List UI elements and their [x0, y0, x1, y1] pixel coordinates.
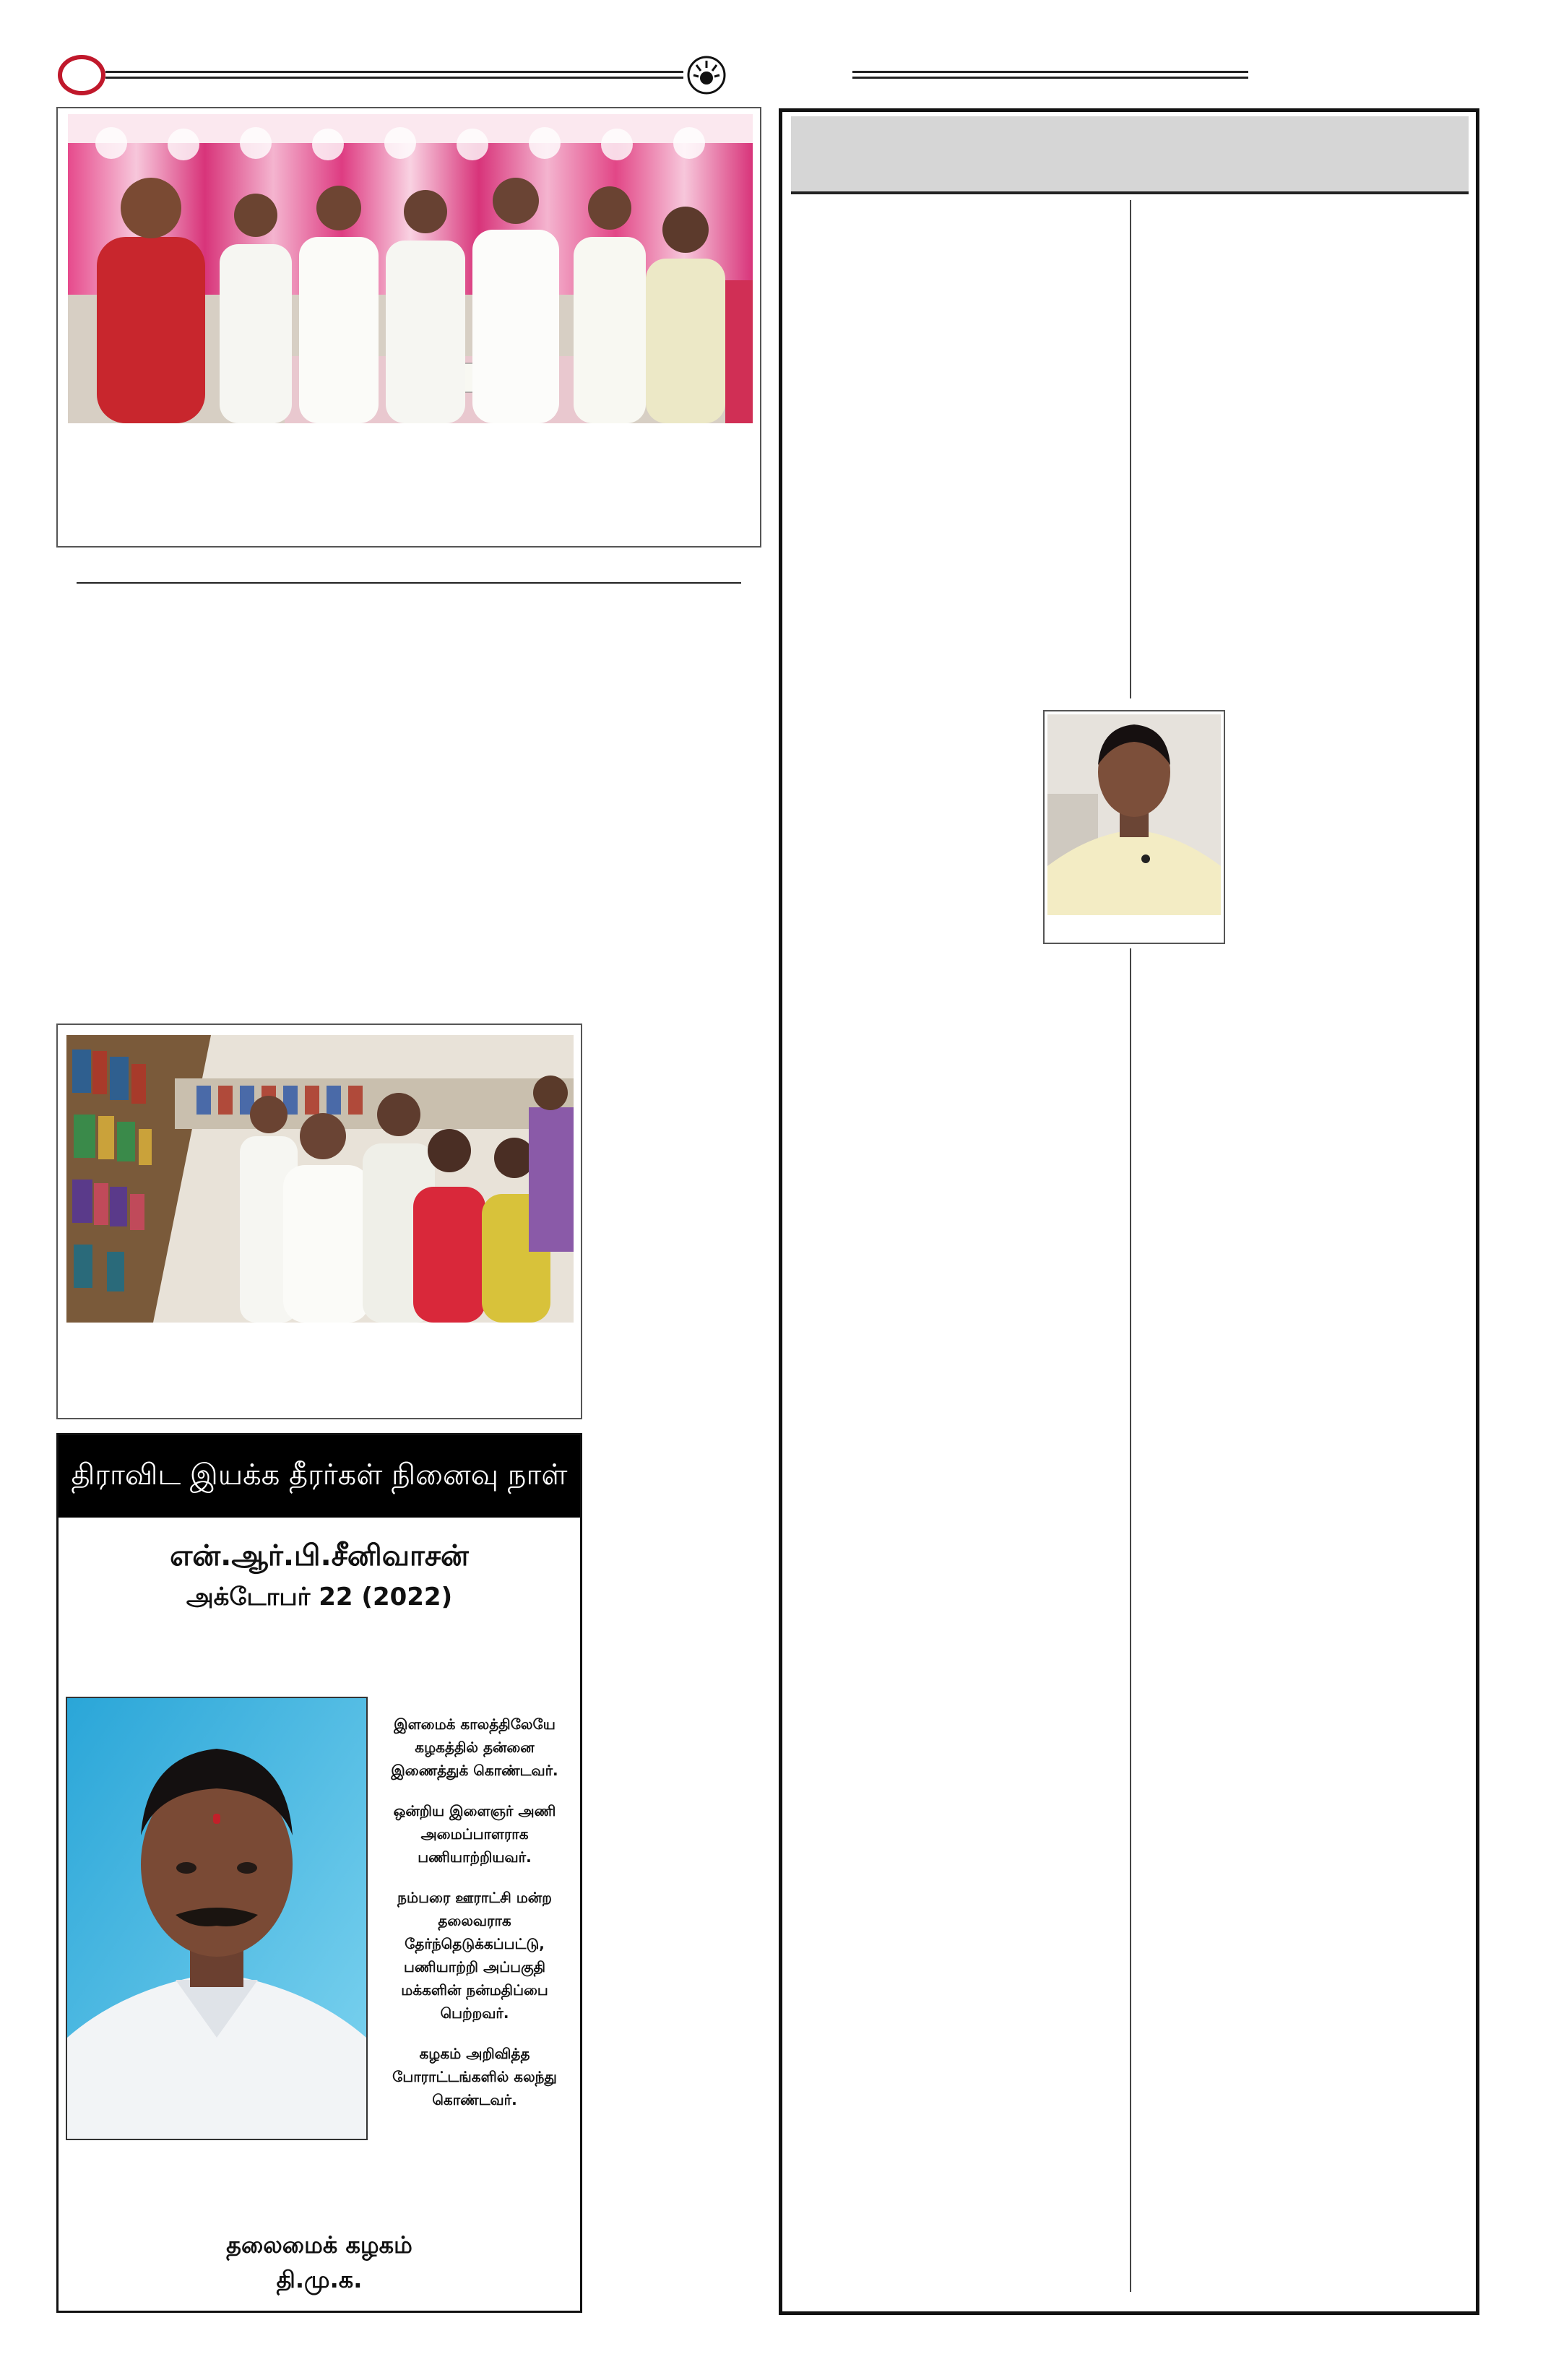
- tribute-item: ஒன்றிய இளைஞர் அணி அமைப்பாளராக பணியாற்றியவர்.: [393, 1802, 556, 1866]
- event-photo-stage: [68, 114, 753, 423]
- masthead-right-rule-top: [852, 71, 1248, 73]
- right-panel: [779, 108, 1479, 2315]
- portrait-box: [1043, 710, 1225, 944]
- left-column-rule: [77, 582, 741, 584]
- memorial-notice: [56, 1433, 582, 2313]
- masthead-rule-top: [105, 71, 683, 73]
- memorial-tributes: [375, 1713, 574, 2111]
- red-ring-icon: [58, 55, 105, 95]
- memorial-footer-line1: தலைமைக் கழகம்: [226, 2231, 412, 2259]
- memorial-name: என்.ஆர்.பி.சீனிவாசன்: [170, 1539, 469, 1572]
- memorial-header: [59, 1435, 580, 1518]
- tribute-item: கழகம் அறிவித்த போராட்டங்களில் கலந்து கொண்டவர்.: [392, 2045, 557, 2108]
- memorial-footer-line2: தி.மு.க.: [276, 2266, 363, 2293]
- tribute-item: இளமைக் காலத்திலேயே கழகத்தில் தன்னை இணைத்துக் கொண்டவர்.: [391, 1715, 558, 1779]
- top-photo-box: [56, 107, 761, 548]
- event-photo-bookstall: [66, 1035, 574, 1323]
- memorial-portrait: [66, 1697, 368, 2140]
- masthead: [58, 52, 730, 98]
- masthead-right-rule-bottom: [852, 77, 1248, 79]
- column-divider-lower: [1130, 948, 1131, 2292]
- right-panel-header-rule: [791, 191, 1469, 194]
- right-panel-header: [791, 116, 1469, 191]
- column-divider-upper: [1130, 200, 1131, 698]
- rising-sun-emblem-icon: [686, 55, 727, 95]
- masthead-rule-bottom: [105, 77, 683, 79]
- speaker-portrait: [1047, 714, 1221, 915]
- tribute-item: நம்பரை ஊராட்சி மன்ற தலைவராக தேர்ந்தெடுக்கப்பட்டு, பணியாற்றி அப்பகுதி மக்களின் நன்மதிப்பை பெற்றவர்.: [397, 1889, 552, 2022]
- memorial-header-text: திராவிட இயக்க தீரர்கள் நினைவு நாள்: [71, 1458, 568, 1492]
- bookfair-photo-box: [56, 1024, 582, 1419]
- memorial-date: அக்டோபர் 22 (2022): [186, 1583, 453, 1611]
